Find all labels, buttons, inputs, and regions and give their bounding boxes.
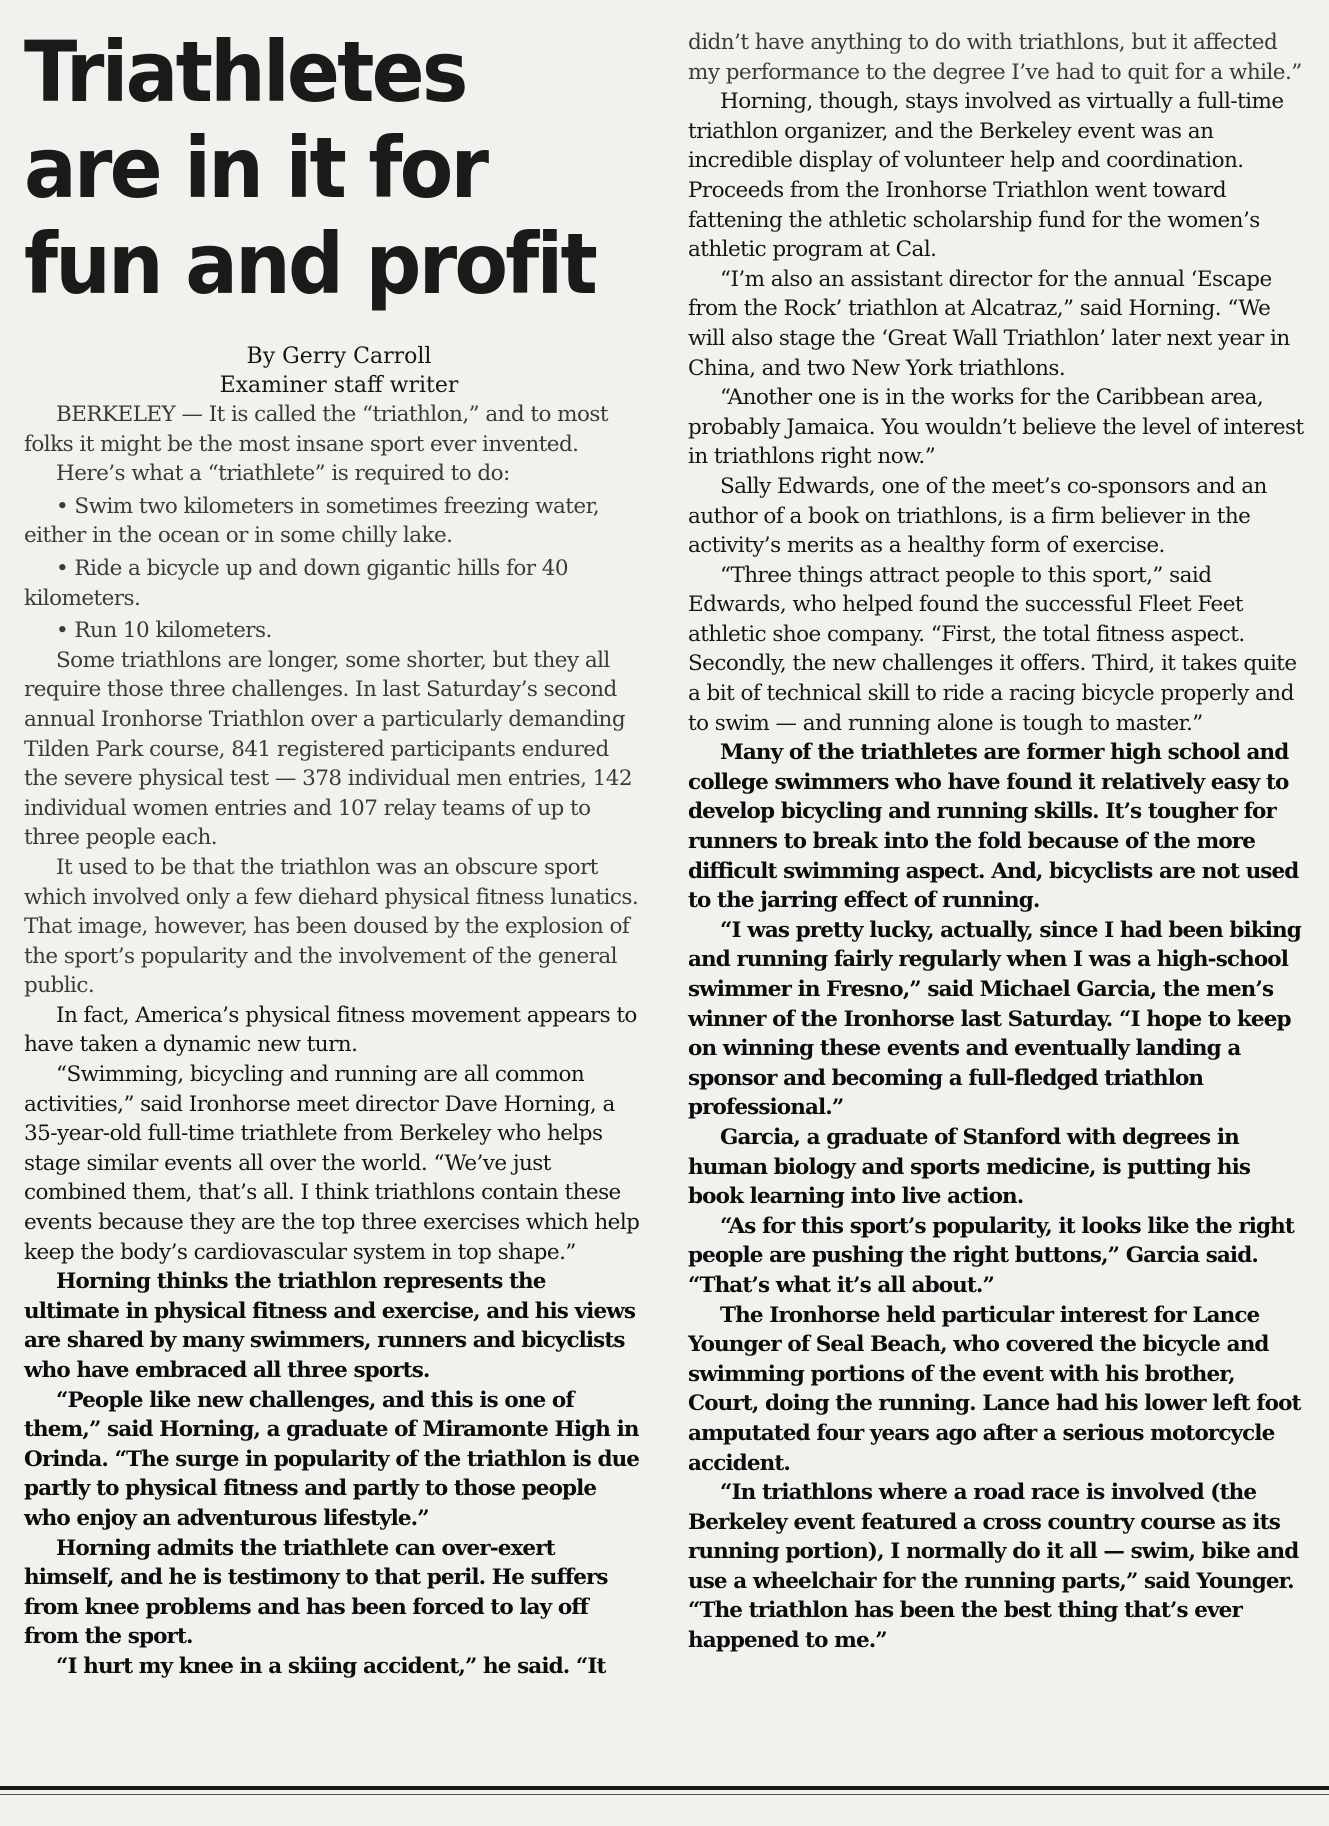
left-column-body	[24, 400, 644, 1682]
article-paragraph: • Swim two kilometers in sometimes freezing water, either in the ocean or in some chilly lake.	[24, 493, 600, 549]
article-paragraph: BERKELEY — It is called the “triathlon,” and to most folks it might be the most insane sport ever invented.	[24, 402, 608, 457]
article-paragraph: “Swimming, bicycling and running are all common activities,” said Ironhorse meet director Dave Horning, a 35-year-old full-time triathlete from Berkeley who helps stage similar events all over the world. “We’ve just combined them, that’s all. I think triathlons contain these events because they are the top three exercises which help keep the body’s cardiovascular system in top shape.”	[24, 1062, 640, 1265]
headline-line-2: are in it for	[24, 119, 487, 217]
byline-author: By Gerry Carroll	[246, 344, 432, 369]
headline-line-1: Triathletes	[24, 23, 466, 121]
article-paragraph: “Three things attract people to this sport,” said Edwards, who helped found the successful Fleet Feet athletic shoe company. “First, the total fitness aspect. Secondly, the new challenges it offers. Third, it takes quite a bit of technical skill to ride a racing bicycle properly and to swim — and running alone is tough to master.”	[688, 562, 1297, 736]
article-paragraph: “I hurt my knee in a skiing accident,” he said. “It	[56, 1653, 606, 1679]
article-paragraph: Many of the triathletes are former high school and college swimmers who have found it relatively easy to develop bicycling and running skills. It’s tougher for runners to break into the fold because of the more difficult swimming aspect. And, bicyclists are not used to the jarring effect of running.	[688, 740, 1299, 914]
article-paragraph: “Another one is in the works for the Caribbean area, probably Jamaica. You wouldn’t believe the level of interest in triathlons right now.”	[688, 385, 1304, 470]
article-paragraph: Horning admits the triathlete can over-exert himself, and he is testimony to that peril. He suffers from knee problems and has been forced to lay off from the sport.	[24, 1535, 608, 1650]
article-paragraph: “I’m also an assistant director for the annual ‘Escape from the Rock’ triathlon at Alcatraz,” said Horning. “We will also stage the ‘Great Wall Triathlon’ later next year in China, and two New York triathlons.	[688, 266, 1290, 381]
article-paragraph: Horning, though, stays involved as virtually a full-time triathlon organizer, and the Berkeley event was an incredible display of volunteer help and coordination. Proceeds from the Ironhorse Triathlon went toward fattening the athletic scholarship fund for the women’s athletic program at Cal.	[688, 89, 1284, 263]
article-paragraph: Horning thinks the triathlon represents the ultimate in physical fitness and exercise, and his views are shared by many swimmers, runners and bicyclists who have embraced all three sports.	[24, 1269, 636, 1383]
article-paragraph: Here’s what a “triathlete” is required to do:	[56, 461, 510, 487]
article-paragraph: “People like new challenges, and this is one of them,” said Horning, a graduate of Miramonte High in Orinda. “The surge in popularity of the triathlon is due partly to physical fitness and partly to those people who enjoy an adventurous lifestyle.”	[24, 1387, 640, 1531]
article-paragraph: • Run 10 kilometers.	[56, 618, 272, 644]
article-paragraph: Garcia, a graduate of Stanford with degrees in human biology and sports medicine, is putting his book learning into live action.	[688, 1124, 1251, 1210]
bottom-rule-thin	[0, 1794, 1329, 1795]
article-paragraph: didn’t have anything to do with triathlons, but it affected my performance to the degree I’ve had to quit for a while.”	[688, 30, 1302, 85]
right-column-body	[688, 28, 1310, 1656]
article-paragraph: “In triathlons where a road race is involved (the Berkeley event featured a cross country course as its running portion), I normally do it all — swim, bike and use a wheelchair for the running parts,” said Younger. “The triathlon has been the best thing that’s ever happened to me.”	[688, 1480, 1299, 1654]
right-column	[688, 28, 1310, 1656]
article-paragraph: Some triathlons are longer, some shorter, but they all require those three challenges. In last Saturday’s second annual Ironhorse Triathlon over a particularly demanding Tilden Park course, 841 registered participants endured the severe physical test — 378 individual men entries, 142 individual women entries and 107 relay teams of up to three people each.	[24, 647, 633, 851]
article-paragraph: Sally Edwards, one of the meet’s co-sponsors and an author of a book on triathlons, is a firm believer in the activity’s merits as a healthy form of exercise.	[688, 473, 1267, 559]
article-paragraph: The Ironhorse held particular interest for Lance Younger of Seal Beach, who covered the bicycle and swimming portions of the event with his brother, Court, doing the running. Lance had his lower left foot amputated four years ago after a serious motorcycle accident.	[688, 1302, 1301, 1476]
article-paragraph: • Ride a bicycle up and down gigantic hills for 40 kilometers.	[24, 555, 569, 611]
article-paragraph: “I was pretty lucky, actually, since I had been biking and running fairly regularly when I was a high-school swimmer in Fresno,” said Michael Garcia, the men’s winner of the Ironhorse last Saturday. “I hope to keep on winning these events and eventually landing a sponsor and becoming a full-fledged triathlon professional.”	[688, 917, 1301, 1121]
bottom-rule	[0, 1786, 1329, 1790]
byline-title: Examiner staff writer	[219, 373, 459, 398]
byline	[24, 342, 644, 400]
article-paragraph: “As for this sport’s popularity, it looks like the right people are pushing the right buttons,” Garcia said. “That’s what it’s all about.”	[688, 1213, 1294, 1298]
headline-line-3: fun and profit	[24, 215, 596, 313]
left-column	[24, 0, 644, 1682]
article-paragraph: In fact, America’s physical fitness movement appears to have taken a dynamic new turn.	[24, 1002, 637, 1058]
headline	[24, 24, 619, 312]
article-paragraph: It used to be that the triathlon was an obscure sport which involved only a few diehard physical fitness lunatics. That image, however, has been doused by the explosion of the sport’s popularity and the involvement of the general public.	[24, 854, 639, 999]
